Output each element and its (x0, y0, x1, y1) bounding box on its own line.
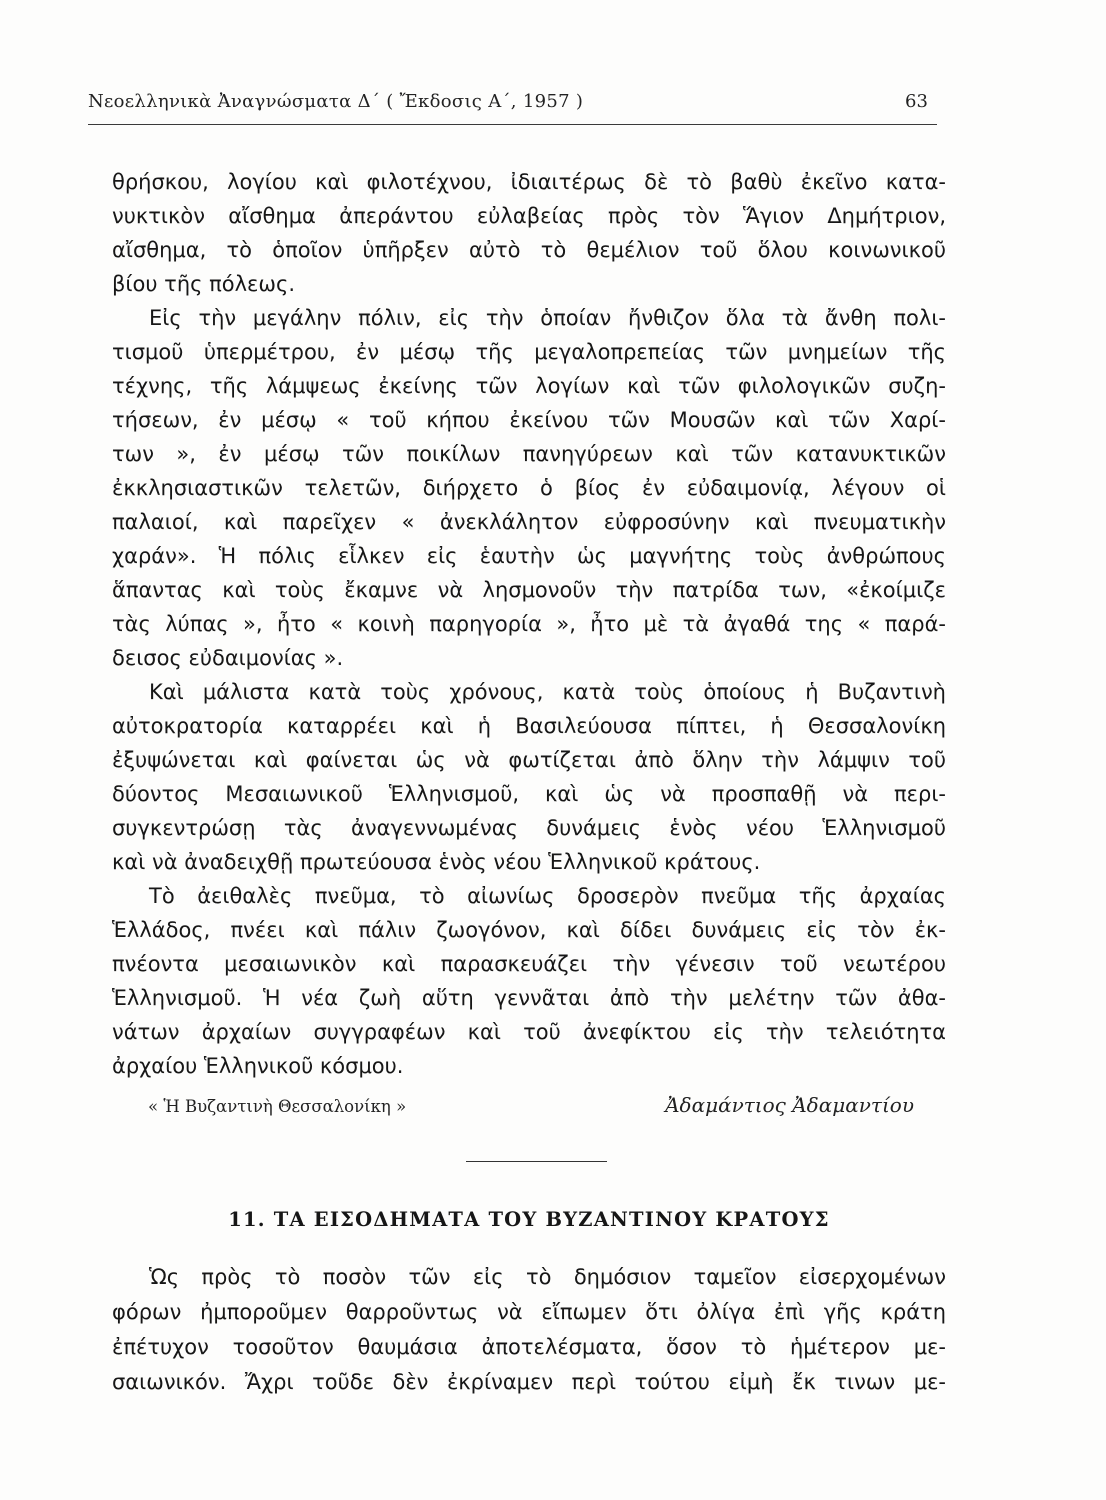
text-line: των », ἐν μέσῳ τῶν ποικίλων πανηγύρεων καὶ τῶν κατανυκτικῶν (112, 442, 946, 466)
section-heading: 11. ΤΑ ΕΙΣΟΔΗΜΑΤΑ ΤΟΥ ΒΥΖΑΝΤΙΝΟΥ ΚΡΑΤΟΥΣ (228, 1208, 830, 1231)
text-line: συγκεντρώσῃ τὰς ἀναγεννωμένας δυνάμεις ἑνὸς νέου Ἑλληνισμοῦ (112, 816, 946, 840)
paragraph (112, 165, 946, 301)
paragraph (112, 675, 946, 879)
excerpt-text (112, 165, 946, 1083)
text-line: ἀρχαίου Ἑλληνικοῦ κόσμου. (112, 1054, 404, 1078)
text-line: νάτων ἀρχαίων συγγραφέων καὶ τοῦ ἀνεφίκτου εἰς τὴν τελειότητα (112, 1020, 946, 1044)
paragraph (112, 301, 946, 675)
paragraph (112, 879, 946, 1083)
text-line: ἐπέτυχον τοσοῦτον θαυμάσια ἀποτελέσματα, ὅσον τὸ ἡμέτερον με- (112, 1335, 946, 1359)
text-line: θρήσκου, λογίου καὶ φιλοτέχνου, ἰδιαιτέρως δὲ τὸ βαθὺ ἐκεῖνο κατα- (112, 170, 946, 194)
text-line: δύοντος Μεσαιωνικοῦ Ἑλληνισμοῦ, καὶ ὡς νὰ προσπαθῇ νὰ περι- (112, 782, 946, 806)
text-line: Εἰς τὴν μεγάλην πόλιν, εἰς τὴν ὁποίαν ἤνθιζον ὅλα τὰ ἄνθη πολι- (149, 306, 946, 330)
running-header (88, 86, 937, 125)
paragraph (112, 1260, 946, 1400)
text-line: πνέοντα μεσαιωνικὸν καὶ παρασκευάζει τὴν γένεσιν τοῦ νεωτέρου (112, 952, 946, 976)
text-line: παλαιοί, καὶ παρεῖχεν « ἀνεκλάλητον εὐφροσύνην καὶ πνευματικὴν (112, 510, 946, 534)
text-line: χαράν». Ἡ πόλις εἷλκεν εἰς ἑαυτὴν ὡς μαγνήτης τοὺς ἀνθρώπους (112, 544, 946, 568)
text-line: ἅπαντας καὶ τοὺς ἔκαμνε νὰ λησμονοῦν τὴν πατρίδα των, «ἐκοίμιζε (112, 578, 946, 602)
text-line: νυκτικὸν αἴσθημα ἀπεράντου εὐλαβείας πρὸς τὸν Ἅγιον Δημήτριον, (112, 204, 946, 228)
running-title: Νεοελληνικὰ Ἀναγνώσματα Δ΄ ( Ἔκδοσις Α΄, 1957 ) (88, 91, 584, 112)
text-line: δεισος εὐδαιμονίας ». (112, 646, 344, 670)
source-title: « Ἡ Βυζαντινὴ Θεσσαλονίκη » (148, 1097, 407, 1116)
text-line: Ἑλληνισμοῦ. Ἡ νέα ζωὴ αὕτη γεννᾶται ἀπὸ τὴν μελέτην τῶν ἀθα- (112, 986, 946, 1010)
text-line: βίου τῆς πόλεως. (112, 272, 295, 296)
section-text (112, 1260, 946, 1400)
text-line: τὰς λύπας », ἦτο « κοινὴ παρηγορία », ἦτο μὲ τὰ ἀγαθά της « παρά- (112, 612, 946, 636)
text-line: φόρων ἠμποροῦμεν θαρροῦντως νὰ εἴπωμεν ὅτι ὀλίγα ἐπὶ γῆς κράτη (112, 1300, 946, 1324)
page-number: 63 (905, 91, 928, 112)
text-line: αὐτοκρατορία καταρρέει καὶ ἡ Βασιλεύουσα πίπτει, ἡ Θεσσαλονίκη (112, 714, 946, 738)
text-line: ἐκκλησιαστικῶν τελετῶν, διήρχετο ὁ βίος ἐν εὐδαιμονίᾳ, λέγουν οἱ (112, 476, 946, 500)
section-divider (466, 1161, 607, 1162)
source-citation (148, 1093, 914, 1123)
text-line: σαιωνικόν. Ἄχρι τοῦδε δὲν ἐκρίναμεν περὶ τούτου εἰμὴ ἔκ τινων με- (112, 1370, 946, 1394)
text-line: τήσεων, ἐν μέσῳ « τοῦ κήπου ἐκείνου τῶν Μουσῶν καὶ τῶν Χαρί- (112, 408, 946, 432)
text-line: τέχνης, τῆς λάμψεως ἐκείνης τῶν λογίων καὶ τῶν φιλολογικῶν συζη- (112, 374, 946, 398)
text-line: ἐξυψώνεται καὶ φαίνεται ὡς νὰ φωτίζεται ἀπὸ ὅλην τὴν λάμψιν τοῦ (112, 748, 946, 772)
text-line: Ἑλλάδος, πνέει καὶ πάλιν ζωογόνον, καὶ δίδει δυνάμεις εἰς τὸν ἐκ- (112, 918, 946, 942)
text-line: Ὡς πρὸς τὸ ποσὸν τῶν εἰς τὸ δημόσιον ταμεῖον εἰσερχομένων (149, 1265, 946, 1289)
text-line: τισμοῦ ὑπερμέτρου, ἐν μέσῳ τῆς μεγαλοπρεπείας τῶν μνημείων τῆς (112, 340, 946, 364)
text-line: Καὶ μάλιστα κατὰ τοὺς χρόνους, κατὰ τοὺς ὁποίους ἡ Βυζαντινὴ (149, 680, 946, 704)
text-line: Τὸ ἀειθαλὲς πνεῦμα, τὸ αἰωνίως δροσερὸν πνεῦμα τῆς ἀρχαίας (149, 884, 946, 908)
source-author: Ἀδαμάντιος Ἀδαμαντίου (665, 1093, 914, 1117)
text-line: καὶ νὰ ἀναδειχθῇ πρωτεύουσα ἑνὸς νέου Ἑλληνικοῦ κράτους. (112, 850, 761, 874)
text-line: αἴσθημα, τὸ ὁποῖον ὑπῆρξεν αὐτὸ τὸ θεμέλιον τοῦ ὅλου κοινωνικοῦ (112, 238, 946, 262)
